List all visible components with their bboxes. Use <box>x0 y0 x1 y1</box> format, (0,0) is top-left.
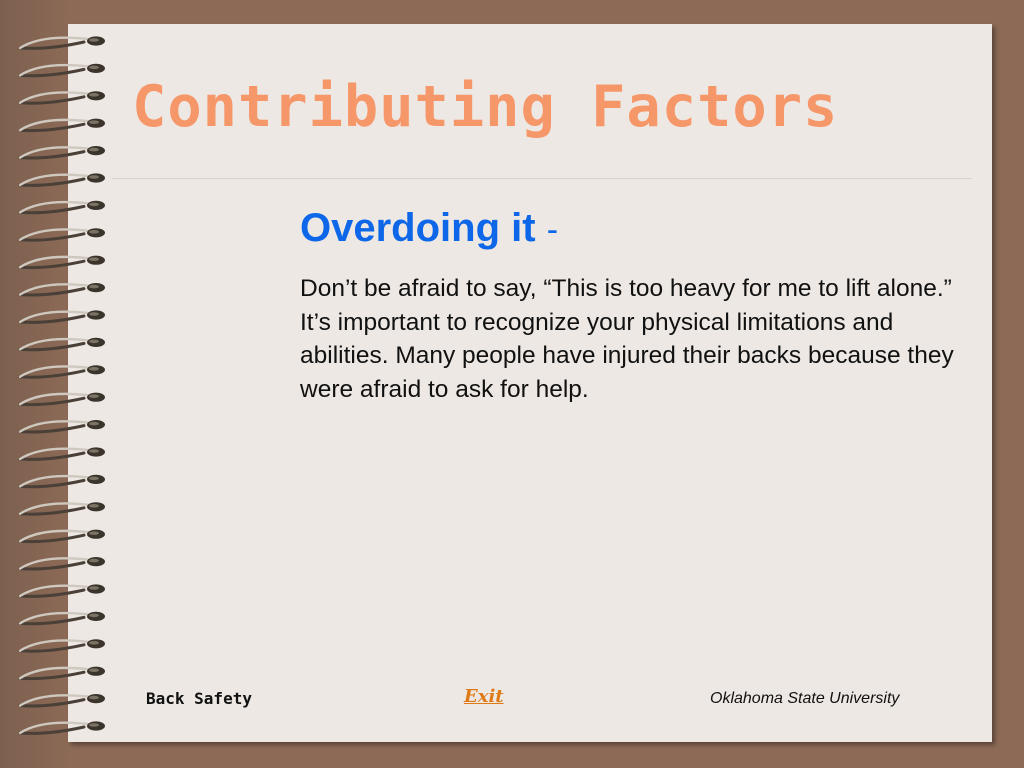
spiral-ring <box>20 338 105 350</box>
body-paragraph: Don’t be afraid to say, “This is too heavy for me to lift alone.” It’s important to recognize your physical limitations and abilities. Many people have injured their backs because they were afraid to ask for help. <box>300 275 954 403</box>
page-title: Contributing Factors <box>132 74 839 140</box>
spiral-ring <box>20 530 105 542</box>
spiral-ring <box>20 584 105 596</box>
spiral-ring <box>20 639 105 651</box>
spiral-binding-icon <box>0 0 120 768</box>
section-heading-dash: - <box>546 211 559 249</box>
spiral-ring <box>20 146 105 158</box>
spiral-ring <box>20 447 105 459</box>
spiral-ring <box>20 64 105 76</box>
section-heading-text: Overdoing it <box>300 206 536 250</box>
spiral-ring <box>20 228 105 240</box>
footer-organization: Oklahoma State University <box>710 690 900 707</box>
spiral-ring <box>20 365 105 377</box>
title-divider <box>112 178 972 179</box>
spiral-ring <box>20 420 105 432</box>
spiral-ring <box>20 310 105 322</box>
spiral-ring <box>20 256 105 268</box>
spiral-ring <box>20 393 105 405</box>
spiral-ring <box>20 612 105 624</box>
spiral-ring <box>20 119 105 131</box>
exit-link[interactable]: Exit <box>464 686 504 707</box>
spiral-ring <box>20 721 105 733</box>
spiral-ring <box>20 667 105 679</box>
spiral-ring <box>20 283 105 295</box>
section-heading <box>300 206 558 251</box>
spiral-ring <box>20 475 105 487</box>
spiral-ring <box>20 201 105 213</box>
spiral-ring <box>20 91 105 103</box>
spiral-ring <box>20 694 105 706</box>
spiral-ring <box>20 557 105 569</box>
footer-course-title: Back Safety <box>146 689 252 708</box>
spiral-ring <box>20 173 105 185</box>
spiral-ring <box>20 36 105 48</box>
spiral-ring <box>20 502 105 514</box>
